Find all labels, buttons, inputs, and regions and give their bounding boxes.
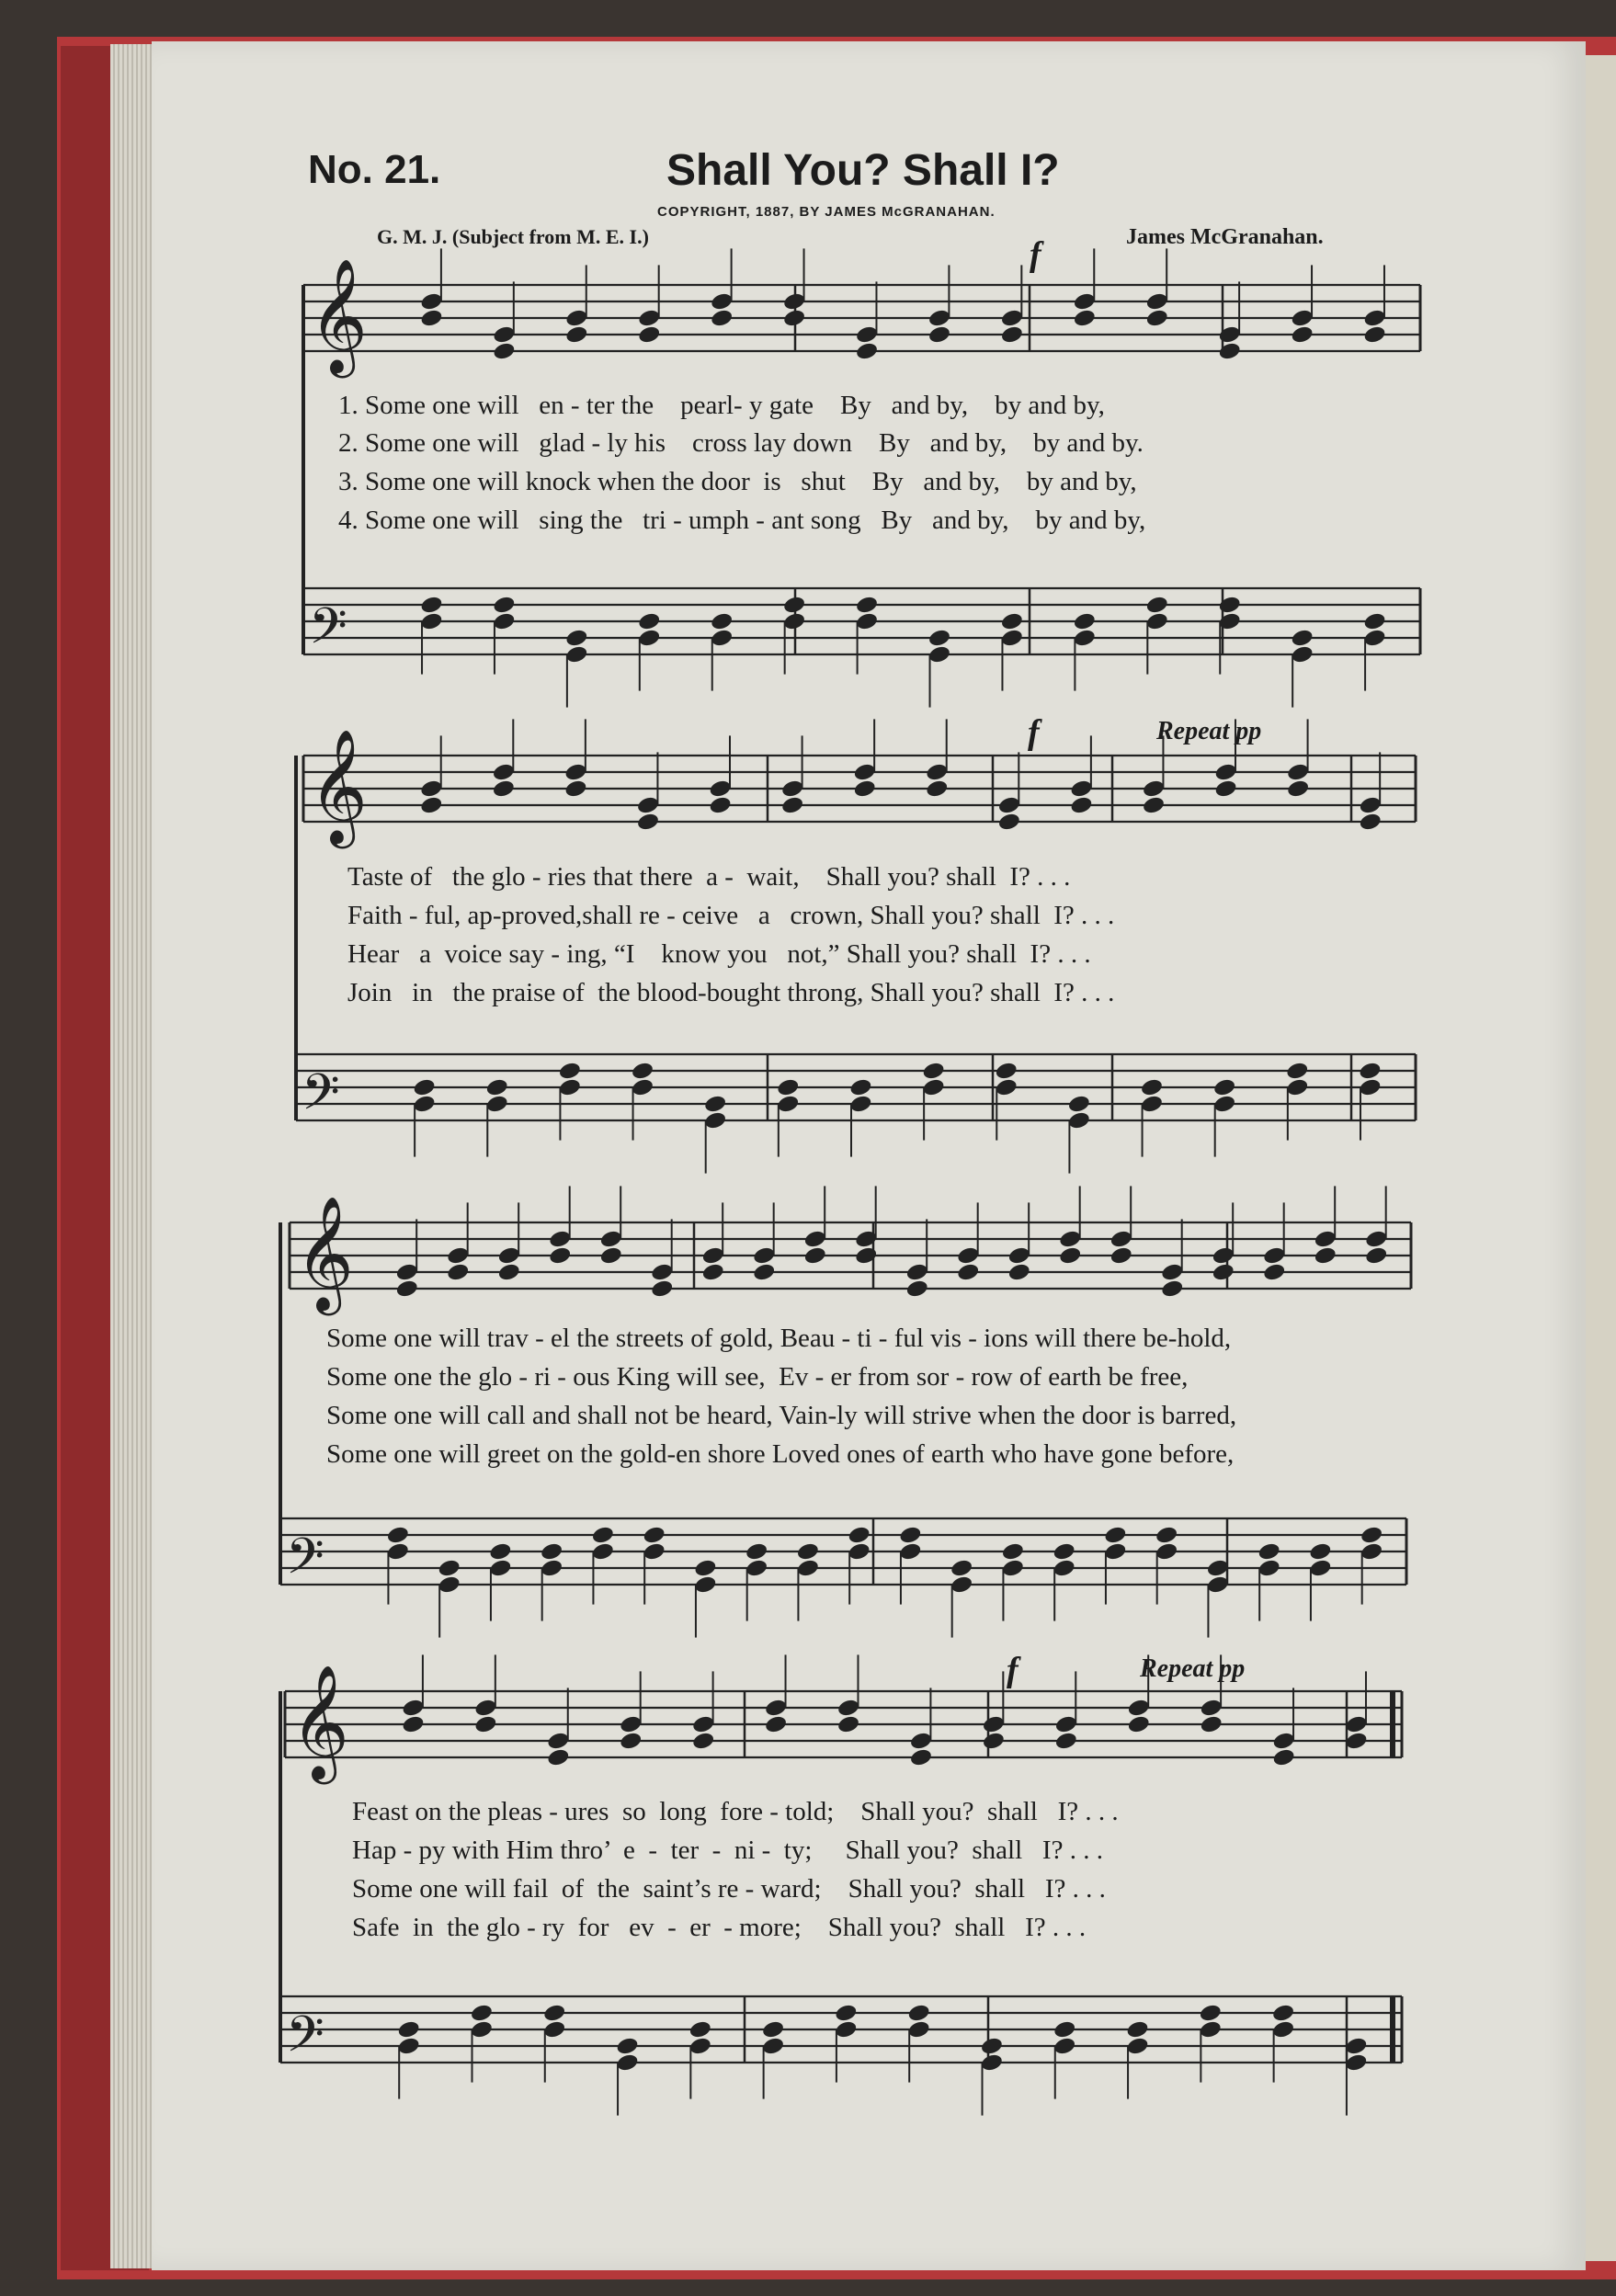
lyric-line: Feast on the pleas - ures so long fore - told; Shall you? shall I? . . .: [352, 1797, 1119, 1826]
note-head: [1218, 595, 1242, 615]
note-head: [1054, 1714, 1078, 1734]
note-head: [1200, 1698, 1223, 1718]
note-head: [548, 1229, 572, 1249]
repeat-pp-marking: Repeat pp: [1156, 717, 1262, 745]
note-head: [615, 2052, 639, 2073]
note-head: [419, 595, 443, 615]
note-head: [708, 795, 732, 815]
note-head: [546, 1731, 570, 1751]
note-head: [710, 628, 734, 648]
note-head: [1067, 1094, 1091, 1114]
words-credit: G. M. J. (Subject from M. E. I.): [377, 225, 649, 248]
note-head: [703, 1110, 727, 1131]
note-head: [854, 1245, 878, 1266]
note-head: [905, 1279, 929, 1299]
note-head: [485, 1077, 509, 1097]
note-head: [907, 2003, 931, 2023]
note-head: [796, 1541, 820, 1562]
note-head: [540, 1558, 563, 1578]
note-head: [386, 1541, 410, 1562]
note-head: [1314, 1229, 1337, 1249]
repeat-pp-marking: Repeat pp: [1140, 1654, 1246, 1683]
note-head: [637, 308, 661, 328]
note-head: [950, 1558, 973, 1578]
note-head: [780, 795, 804, 815]
note-head: [419, 291, 443, 312]
note-head: [419, 611, 443, 631]
note-head: [473, 1698, 497, 1718]
note-head: [1199, 2003, 1223, 2023]
note-head: [1140, 1094, 1164, 1114]
note-head: [1271, 2003, 1295, 2023]
note-head: [956, 1262, 980, 1282]
note-head: [745, 1558, 768, 1578]
lyric-line: Hear a voice say - ing, “I know you not,” Shall you? shall I? . . .: [347, 939, 1091, 969]
lyric-line: Some one will fail of the saint’s re - ward; Shall you? shall I? . . .: [352, 1874, 1106, 1904]
note-head: [848, 1094, 872, 1114]
note-head: [619, 1714, 643, 1734]
note-head: [1291, 324, 1314, 345]
note-head: [564, 644, 588, 665]
note-head: [701, 1262, 725, 1282]
note-head: [1359, 812, 1383, 832]
note-head: [855, 341, 879, 361]
note-head: [395, 1262, 419, 1282]
note-head: [855, 595, 879, 615]
note-head: [488, 1541, 512, 1562]
note-head: [470, 2019, 494, 2040]
note-head: [1199, 2019, 1223, 2040]
note-head: [836, 1714, 860, 1734]
note-head: [1053, 1558, 1076, 1578]
treble-clef: 𝄞: [309, 729, 368, 844]
forte-marking: f: [1028, 713, 1040, 752]
note-head: [1212, 1262, 1235, 1282]
note-head: [637, 628, 661, 648]
note-head: [995, 1077, 1019, 1097]
note-head: [591, 1525, 615, 1545]
note-head: [853, 762, 877, 782]
lyric-line: 4. Some one will sing the tri - umph - ant song By and by, by and by,: [338, 506, 1146, 535]
note-head: [921, 1077, 945, 1097]
note-head: [927, 644, 951, 665]
note-head: [397, 2019, 421, 2040]
note-head: [898, 1541, 922, 1562]
note-head: [492, 762, 516, 782]
note-head: [1218, 341, 1242, 361]
note-head: [1362, 308, 1386, 328]
note-head: [1073, 628, 1097, 648]
note-head: [1291, 628, 1314, 648]
note-head: [1007, 1245, 1031, 1266]
note-head: [1362, 611, 1386, 631]
lyric-line: 3. Some one will knock when the door is shut By and by, by and by,: [338, 467, 1137, 496]
note-head: [395, 1279, 419, 1299]
note-head: [907, 2019, 931, 2040]
note-head: [1262, 1245, 1286, 1266]
note-head: [1000, 324, 1024, 345]
hymn-title: Shall You? Shall I?: [666, 146, 1060, 195]
note-head: [637, 611, 661, 631]
lyric-line: Faith - ful, ap-proved,shall re - ceive a crown, Shall you? shall I? . . .: [347, 901, 1115, 930]
note-head: [488, 1558, 512, 1578]
note-head: [1001, 1541, 1025, 1562]
note-head: [643, 1525, 666, 1545]
note-head: [1291, 644, 1314, 665]
note-head: [848, 1525, 871, 1545]
note-head: [1125, 2019, 1149, 2040]
note-head: [563, 762, 587, 782]
note-head: [1069, 795, 1093, 815]
hymn-number: No. 21.: [308, 147, 441, 192]
note-head: [1103, 1541, 1127, 1562]
note-head: [1127, 1714, 1151, 1734]
note-head: [438, 1558, 461, 1578]
note-head: [708, 779, 732, 799]
note-head: [1073, 291, 1097, 312]
note-head: [497, 1262, 521, 1282]
note-head: [1140, 1077, 1164, 1097]
note-head: [564, 324, 588, 345]
note-head: [1272, 1747, 1296, 1767]
note-head: [1145, 308, 1169, 328]
note-head: [1142, 779, 1166, 799]
note-head: [492, 611, 516, 631]
note-head: [599, 1229, 623, 1249]
note-head: [419, 308, 443, 328]
note-head: [631, 1061, 654, 1081]
note-head: [803, 1229, 827, 1249]
treble-clef: 𝄞: [295, 1196, 354, 1311]
note-head: [492, 595, 516, 615]
note-head: [764, 1714, 788, 1734]
note-head: [1145, 611, 1169, 631]
note-head: [703, 1094, 727, 1114]
note-head: [643, 1541, 666, 1562]
note-head: [776, 1077, 800, 1097]
note-head: [909, 1747, 933, 1767]
bass-clef: 𝄢: [286, 1529, 324, 1597]
note-head: [1000, 308, 1024, 328]
note-head: [855, 611, 879, 631]
note-head: [591, 1541, 615, 1562]
note-head: [1285, 1077, 1309, 1097]
note-head: [650, 1279, 674, 1299]
note-head: [446, 1262, 470, 1282]
note-head: [1359, 795, 1383, 815]
note-head: [980, 2052, 1004, 2073]
note-head: [982, 1731, 1006, 1751]
note-head: [780, 779, 804, 799]
lyric-line: 2. Some one will glad - ly his cross lay down By and by, by and by.: [338, 428, 1144, 458]
note-head: [836, 1698, 860, 1718]
note-head: [745, 1541, 768, 1562]
note-head: [1053, 2036, 1076, 2056]
note-head: [925, 779, 949, 799]
note-head: [636, 812, 660, 832]
note-head: [1069, 779, 1093, 799]
note-head: [1007, 1262, 1031, 1282]
note-head: [1362, 324, 1386, 345]
note-head: [855, 324, 879, 345]
note-head: [848, 1541, 871, 1562]
note-head: [796, 1558, 820, 1578]
note-head: [558, 1061, 582, 1081]
note-head: [691, 1731, 715, 1751]
note-head: [1258, 1541, 1281, 1562]
note-head: [1218, 611, 1242, 631]
note-head: [1291, 308, 1314, 328]
note-head: [909, 1731, 933, 1751]
lyric-line: Some one will trav - el the streets of gold, Beau - ti - ful vis - ions will there be-hold,: [326, 1324, 1232, 1353]
note-head: [1286, 779, 1310, 799]
note-head: [854, 1229, 878, 1249]
note-head: [540, 1541, 563, 1562]
forte-marking: f: [1030, 235, 1041, 274]
lyric-line: 1. Some one will en - ter the pearl- y gate By and by, by and by,: [338, 391, 1105, 420]
note-head: [1362, 628, 1386, 648]
note-head: [1272, 1731, 1296, 1751]
music-credit: James McGranahan.: [1126, 225, 1324, 249]
note-head: [1212, 1245, 1235, 1266]
lyric-line: Some one will call and shall not be heard, Vain-ly will strive when the door is barred,: [326, 1401, 1237, 1430]
note-head: [997, 795, 1021, 815]
note-head: [905, 1262, 929, 1282]
note-head: [1103, 1525, 1127, 1545]
note-head: [599, 1245, 623, 1266]
note-head: [485, 1094, 509, 1114]
bass-clef: 𝄢: [302, 1064, 340, 1133]
note-head: [761, 2019, 785, 2040]
note-head: [1358, 1061, 1382, 1081]
note-head: [761, 2036, 785, 2056]
note-head: [1145, 291, 1169, 312]
note-head: [397, 2036, 421, 2056]
note-head: [542, 2019, 566, 2040]
note-head: [619, 1731, 643, 1751]
note-head: [631, 1077, 654, 1097]
note-head: [1285, 1061, 1309, 1081]
note-head: [419, 795, 443, 815]
note-head: [982, 1714, 1006, 1734]
note-head: [997, 812, 1021, 832]
note-head: [1344, 1731, 1368, 1751]
note-head: [1262, 1262, 1286, 1282]
note-head: [564, 308, 588, 328]
lyric-line: Some one will greet on the gold-en shore Loved ones of earth who have gone before,: [326, 1439, 1235, 1469]
note-head: [1155, 1541, 1178, 1562]
note-head: [950, 1574, 973, 1595]
note-head: [438, 1574, 461, 1595]
note-head: [492, 341, 516, 361]
note-head: [980, 2036, 1004, 2056]
note-head: [1058, 1229, 1082, 1249]
note-head: [834, 2003, 858, 2023]
note-head: [473, 1714, 497, 1734]
note-head: [419, 779, 443, 799]
note-head: [803, 1245, 827, 1266]
lyric-line: Safe in the glo - ry for ev - er - more; Shall you? shall I? . . .: [352, 1913, 1087, 1942]
note-head: [848, 1077, 872, 1097]
bass-clef: 𝄢: [309, 598, 347, 667]
note-head: [1000, 628, 1024, 648]
note-head: [764, 1698, 788, 1718]
note-head: [1000, 611, 1024, 631]
note-head: [921, 1061, 945, 1081]
note-head: [927, 628, 951, 648]
note-head: [1073, 308, 1097, 328]
note-head: [834, 2019, 858, 2040]
note-head: [1218, 324, 1242, 345]
note-head: [637, 324, 661, 345]
note-head: [497, 1245, 521, 1266]
note-head: [693, 1574, 717, 1595]
lyric-line: Join in the praise of the blood-bought throng, Shall you? shall I? . . .: [347, 978, 1115, 1007]
note-head: [636, 795, 660, 815]
note-head: [1125, 2036, 1149, 2056]
note-head: [1054, 1731, 1078, 1751]
note-head: [752, 1245, 776, 1266]
copyright-notice: COPYRIGHT, 1887, BY JAMES McGRANAHAN.: [657, 204, 996, 220]
note-head: [1308, 1541, 1332, 1562]
forte-marking: f: [1007, 1651, 1019, 1689]
note-head: [1053, 2019, 1076, 2040]
note-head: [548, 1245, 572, 1266]
note-head: [1212, 1077, 1236, 1097]
note-head: [412, 1094, 436, 1114]
note-head: [446, 1245, 470, 1266]
note-head: [1258, 1558, 1281, 1578]
note-head: [1058, 1245, 1082, 1266]
note-head: [542, 2003, 566, 2023]
note-head: [615, 2036, 639, 2056]
note-head: [693, 1558, 717, 1578]
note-head: [927, 308, 951, 328]
note-head: [1160, 1279, 1184, 1299]
note-head: [1213, 779, 1237, 799]
note-head: [1344, 1714, 1368, 1734]
note-head: [492, 324, 516, 345]
note-head: [492, 779, 516, 799]
note-head: [995, 1061, 1019, 1081]
note-head: [1200, 1714, 1223, 1734]
note-head: [689, 2036, 712, 2056]
note-head: [1142, 795, 1166, 815]
note-head: [546, 1747, 570, 1767]
note-head: [776, 1094, 800, 1114]
note-head: [1286, 762, 1310, 782]
note-head: [1001, 1558, 1025, 1578]
note-head: [1127, 1698, 1151, 1718]
note-head: [470, 2003, 494, 2023]
note-head: [710, 611, 734, 631]
treble-clef: 𝄞: [290, 1665, 349, 1779]
note-head: [650, 1262, 674, 1282]
note-head: [1364, 1245, 1388, 1266]
note-head: [563, 779, 587, 799]
note-head: [386, 1525, 410, 1545]
note-head: [752, 1262, 776, 1282]
note-head: [1145, 595, 1169, 615]
note-head: [701, 1245, 725, 1266]
note-head: [1212, 1094, 1236, 1114]
note-head: [1053, 1541, 1076, 1562]
lyric-line: Some one the glo - ri - ous King will see, Ev - er from sor - row of earth be free,: [326, 1362, 1189, 1392]
note-head: [564, 628, 588, 648]
note-head: [1271, 2019, 1295, 2040]
lyric-line: Taste of the glo - ries that there a - wait, Shall you? shall I? . . .: [347, 862, 1071, 892]
note-head: [1358, 1077, 1382, 1097]
note-head: [1073, 611, 1097, 631]
note-head: [1155, 1525, 1178, 1545]
note-head: [1360, 1525, 1383, 1545]
treble-clef: 𝄞: [309, 258, 368, 373]
note-head: [689, 2019, 712, 2040]
note-head: [401, 1698, 425, 1718]
note-head: [1364, 1229, 1388, 1249]
note-head: [412, 1077, 436, 1097]
note-head: [710, 308, 734, 328]
note-head: [927, 324, 951, 345]
note-head: [1360, 1541, 1383, 1562]
note-head: [898, 1525, 922, 1545]
note-head: [1160, 1262, 1184, 1282]
note-head: [1110, 1245, 1133, 1266]
note-head: [1308, 1558, 1332, 1578]
note-head: [925, 762, 949, 782]
note-head: [710, 291, 734, 312]
note-head: [1110, 1229, 1133, 1249]
note-head: [691, 1714, 715, 1734]
note-head: [558, 1077, 582, 1097]
note-head: [1314, 1245, 1337, 1266]
bass-clef: 𝄢: [286, 2006, 324, 2075]
lyric-line: Hap - py with Him thro’ e - ter - ni - ty; Shall you? shall I? . . .: [352, 1836, 1103, 1865]
note-head: [1067, 1110, 1091, 1131]
note-head: [956, 1245, 980, 1266]
note-head: [853, 779, 877, 799]
note-head: [1213, 762, 1237, 782]
note-head: [401, 1714, 425, 1734]
